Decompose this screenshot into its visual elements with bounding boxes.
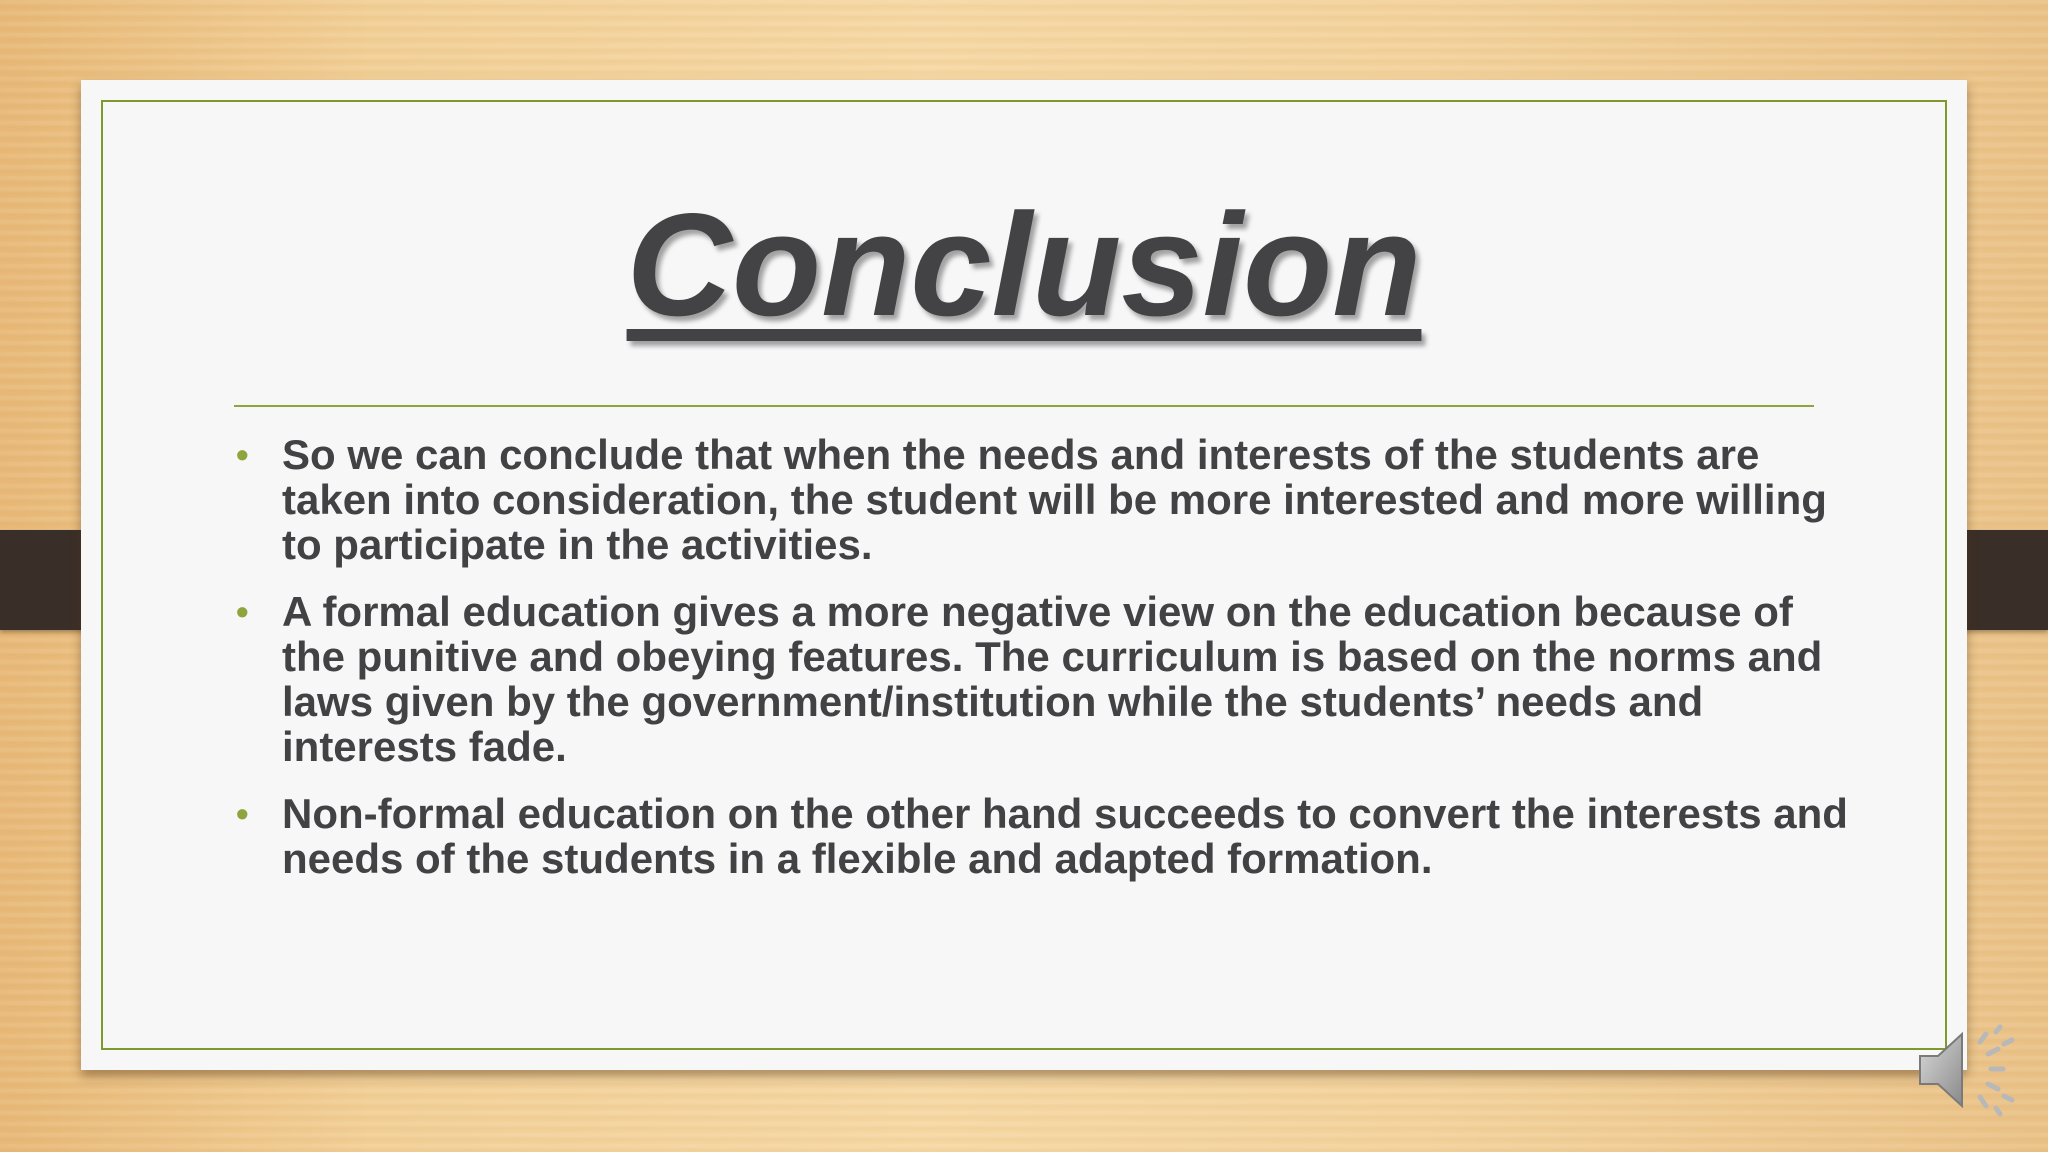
slide-title: Conclusion [626, 183, 1422, 346]
speaker-icon-graphic [1916, 1022, 2020, 1118]
slide-card [81, 80, 1967, 1070]
bullet-item [234, 589, 1854, 769]
bullet-text: A formal education gives a more negative view on the education because of the punitive and obeying features. The curriculum is based on the norms and laws given by the government/institution while the students’ needs and interests fade. [282, 588, 1823, 770]
bullet-item [234, 791, 1854, 881]
speaker-icon[interactable] [1916, 1022, 2020, 1118]
bullet-list [234, 432, 1854, 903]
bullet-text: Non-formal education on the other hand succeeds to convert the interests and needs of the students in a flexible and adapted formation. [282, 790, 1848, 882]
title-divider [234, 405, 1814, 407]
bullet-icon: • [236, 591, 249, 632]
bullet-item [234, 432, 1854, 567]
bullet-icon: • [236, 793, 249, 834]
bullet-text: So we can conclude that when the needs and interests of the students are taken into consideration, the student will be more interested and more willing to participate in the activities. [282, 431, 1827, 568]
bullet-icon: • [236, 434, 249, 475]
